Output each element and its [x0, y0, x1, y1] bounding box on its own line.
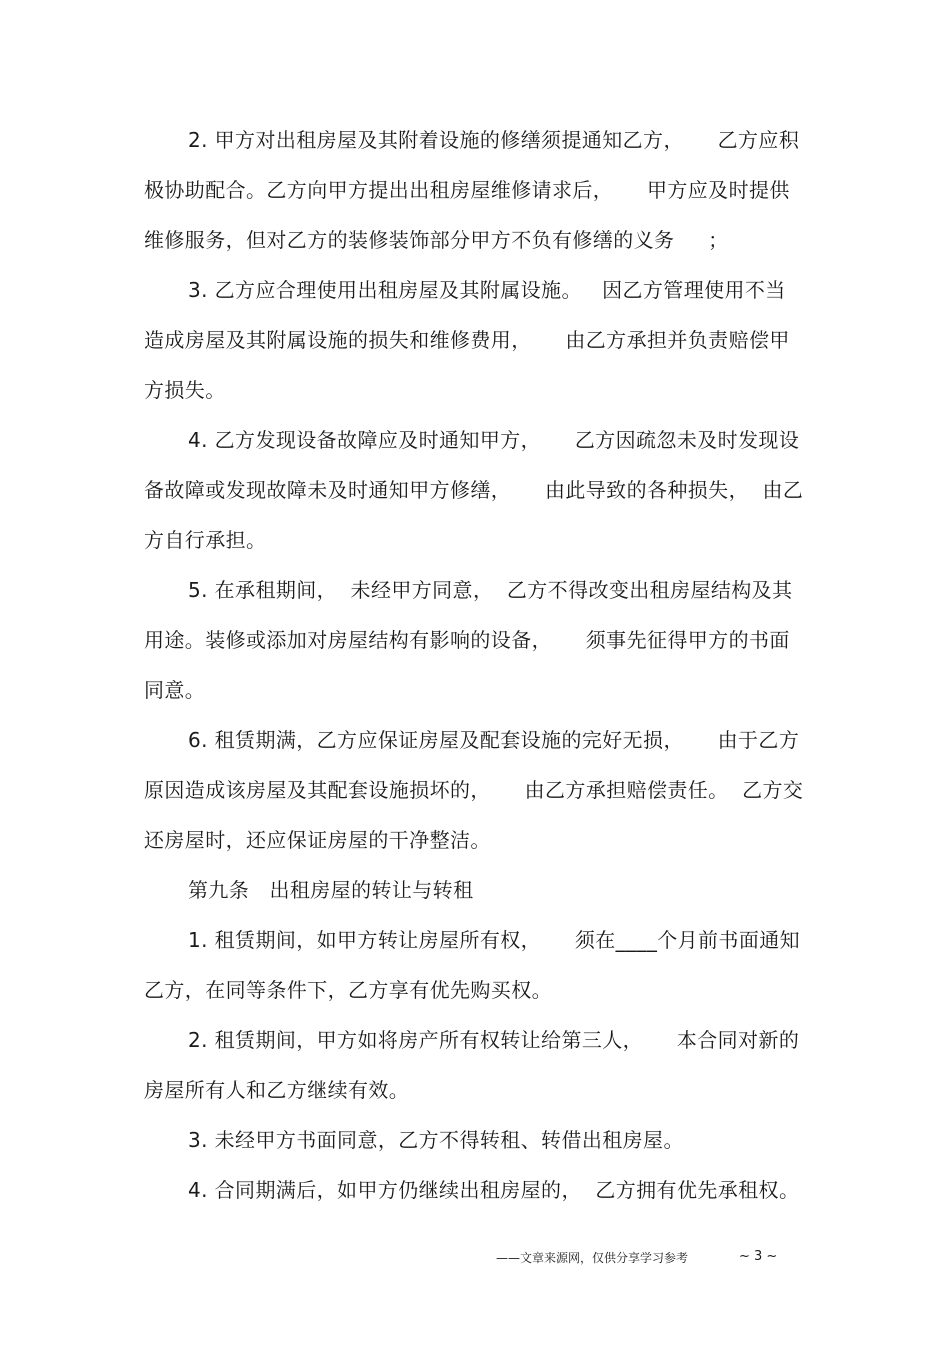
paragraph-line: 2. 甲方对出租房屋及其附着设施的修缮须提通知乙方， 乙方应积 [188, 128, 800, 152]
footer-source-note: ——文章来源网，仅供分享学习参考 [496, 1251, 689, 1265]
page-number: ~ 3 ~ [739, 1249, 778, 1264]
paragraph-line: 4. 合同期满后，如甲方仍继续出租房屋的， 乙方拥有优先承租权。 [188, 1178, 800, 1202]
paragraph-line: 1. 租赁期间，如甲方转让房屋所有权， 须在____个月前书面通知 [188, 928, 801, 952]
section-heading: 第九条 出租房屋的转让与转租 [188, 878, 474, 902]
paragraph-line: 用途。装修或添加对房屋结构有影响的设备， 须事先征得甲方的书面 [144, 628, 790, 652]
paragraph-line: 5. 在承租期间， 未经甲方同意， 乙方不得改变出租房屋结构及其 [188, 578, 793, 602]
paragraph-line: 2. 租赁期间，甲方如将房产所有权转让给第三人， 本合同对新的 [188, 1028, 800, 1052]
paragraph-line: 房屋所有人和乙方继续有效。 [144, 1078, 410, 1102]
paragraph-line: 3. 未经甲方书面同意，乙方不得转租、转借出租房屋。 [188, 1128, 684, 1152]
paragraph-line: 维修服务，但对乙方的装修装饰部分甲方不负有修缮的义务 ； [144, 228, 729, 252]
paragraph-line: 极协助配合。乙方向甲方提出出租房屋维修请求后， 甲方应及时提供 [144, 178, 790, 202]
paragraph-line: 同意。 [144, 678, 206, 702]
paragraph-line: 原因造成该房屋及其配套设施损坏的， 由乙方承担赔偿责任。 乙方交 [144, 778, 804, 802]
paragraph-line: 方自行承担。 [144, 528, 267, 552]
paragraph-line: 乙方，在同等条件下，乙方享有优先购买权。 [144, 978, 552, 1002]
paragraph-line: 造成房屋及其附属设施的损失和维修费用， 由乙方承担并负责赔偿甲 [144, 328, 790, 352]
paragraph-line: 3. 乙方应合理使用出租房屋及其附属设施。 因乙方管理使用不当 [188, 278, 786, 302]
paragraph-line: 还房屋时，还应保证房屋的干净整洁。 [144, 828, 491, 852]
paragraph-line: 4. 乙方发现设备故障应及时通知甲方， 乙方因疏忽未及时发现设 [188, 428, 800, 452]
paragraph-line: 备故障或发现故障未及时通知甲方修缮， 由此导致的各种损失， 由乙 [144, 478, 804, 502]
paragraph-line: 6. 租赁期满，乙方应保证房屋及配套设施的完好无损， 由于乙方 [188, 728, 800, 752]
paragraph-line: 方损失。 [144, 378, 226, 402]
